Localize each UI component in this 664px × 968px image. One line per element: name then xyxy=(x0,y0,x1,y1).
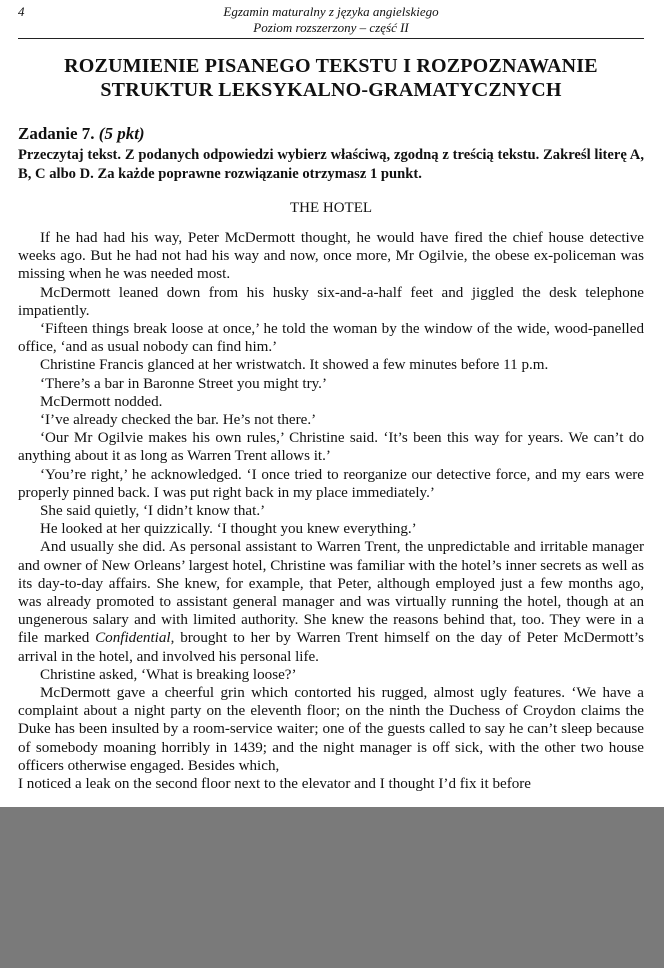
story-text xyxy=(18,229,644,793)
story-paragraph: Christine asked, ‘What is breaking loose?’ xyxy=(40,666,297,683)
task-title xyxy=(18,124,145,144)
story-paragraph: ‘Our Mr Ogilvie makes his own rules,’ Christine said. ‘It’s been this way for years. We can’t do anything about it as long as Warren Trent allows it.’ xyxy=(18,430,644,465)
story-paragraph: ‘There’s a bar in Baronne Street you might try.’ xyxy=(40,375,327,392)
story-paragraph: If he had had his way, Peter McDermott thought, he would have fired the chief house detective weeks ago. But he had not had his way and now, once more, Mr Ogilvie, the obese ex-policeman was missing when he was needed most. xyxy=(18,230,644,283)
redacted-area xyxy=(0,807,664,968)
story-title: THE HOTEL xyxy=(289,200,373,216)
story-paragraph: McDermott gave a cheerful grin which contorted his rugged, almost ugly features. ‘We have a complaint about a night party on the eleventh floor; on the ninth the Duchess of Croydon claims the Duke has been insulted by a room-service waiter; one of the guests called to say he can’t sleep because of somebody moaning horribly in 1439; and the night manager is off sick, with the other two house officers otherwise engaged. Besides which, xyxy=(18,685,644,774)
confidential-word: Confidential xyxy=(95,630,171,647)
task-instructions: Przeczytaj tekst. Z podanych odpowiedzi wybierz właściwą, zgodną z treścią tekstu. Zakreśl literę A, B, C albo D. Za każde poprawne rozwiązanie otrzymasz 1 punkt. xyxy=(18,147,644,182)
header-title xyxy=(18,4,644,36)
section-title: ROZUMIENIE PISANEGO TEKSTU I ROZPOZNAWANIE STRUKTUR LEKSYKALNO-GRAMATYCZNYCH xyxy=(64,55,598,101)
page-number: 4 xyxy=(18,4,25,19)
story-paragraph: ‘I’ve already checked the bar. He’s not there.’ xyxy=(40,412,317,429)
story-paragraph: ‘You’re right,’ he acknowledged. ‘I once tried to reorganize our detective force, and my ears were properly pinned back. I was put right back in my place immediately.’ xyxy=(18,466,644,501)
story-paragraph: He looked at her quizzically. ‘I thought you knew everything.’ xyxy=(40,521,417,538)
header-title-line2: Poziom rozszerzony – część II xyxy=(253,20,409,35)
story-paragraph-cut: I noticed a leak on the second floor next to the elevator and I thought I’d fix it before xyxy=(18,776,532,793)
task-points: (5 pkt) xyxy=(98,124,145,143)
page-header xyxy=(18,2,644,39)
story-paragraph: Christine Francis glanced at her wristwatch. It showed a few minutes before 11 p.m. xyxy=(40,357,549,374)
story-paragraph: McDermott nodded. xyxy=(40,393,163,410)
story-paragraph: ‘Fifteen things break loose at once,’ he told the woman by the window of the wide, wood-panelled office, ‘and as usual nobody can find him.’ xyxy=(18,321,644,356)
story-paragraph: She said quietly, ‘I didn’t know that.’ xyxy=(40,503,266,520)
story-paragraph-part: And usually she did. As personal assistant to Warren Trent, the unpredictable and irritable manager and owner of New Orleans’ largest hotel, Christine was familiar with the hotel’s inner secrets as well as its day-to-day affairs. She knew, for example, that Peter, although employed just a few months ago, was already promoted to assistant general manager and was virtually running the hotel, though at an ungenerous salary and with limited authority. She knew the reasons behind that, too. They were in a file marked Confidential, brought to her by Warren Trent himself on the day of Peter McDermott’s arrival in the hotel, and involved his personal life. xyxy=(18,539,644,665)
story-paragraph: McDermott leaned down from his husky six-and-a-half feet and jiggled the desk telephone impatiently. xyxy=(18,284,644,319)
story-paragraph-confidential xyxy=(18,538,644,665)
header-title-line1: Egzamin maturalny z języka angielskiego xyxy=(223,4,439,19)
task-number: Zadanie 7. xyxy=(18,124,95,143)
